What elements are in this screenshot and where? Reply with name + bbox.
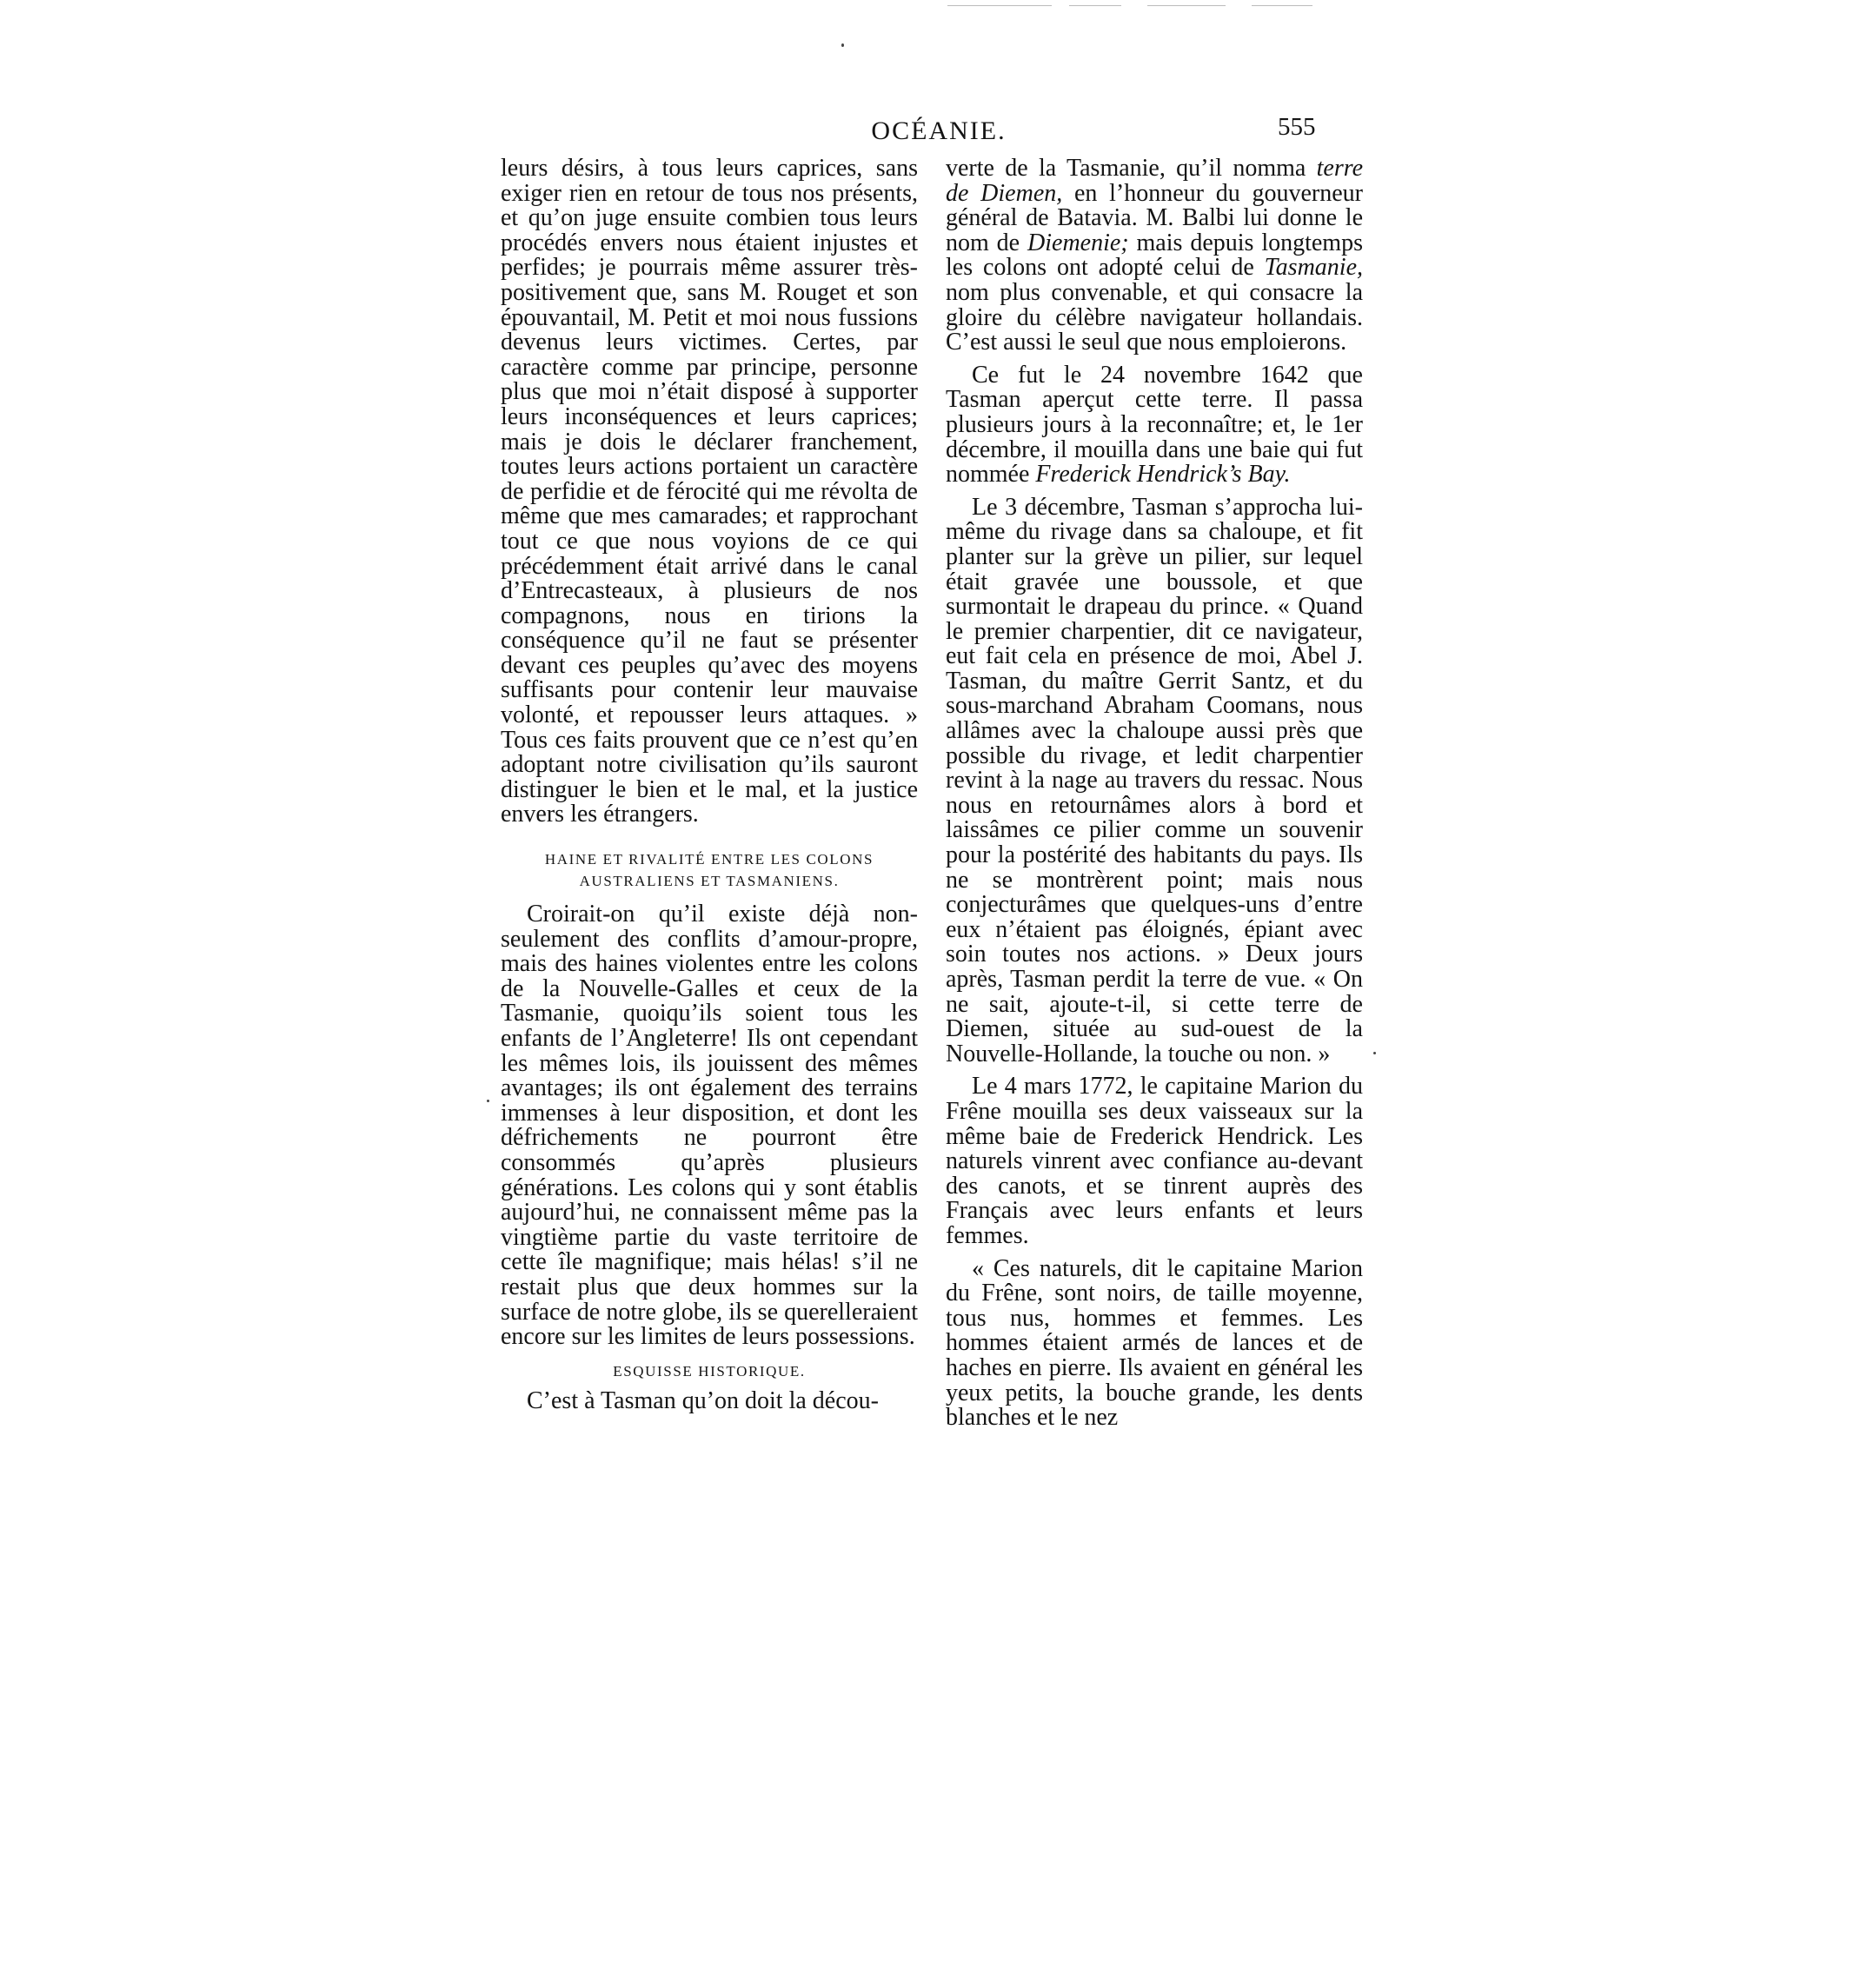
text-run: verte de la Tasmanie, qu’il nomma bbox=[946, 155, 1317, 182]
paragraph: « Ces naturels, dit le capitaine Marion du Frêne, sont noirs, de taille moyenne, tous nus, hommes et femmes. Les hommes étaient armés de lances et de haches en pierre. Ils avaient en général les yeux petits, la bouche grande, les dents blanches et le nez bbox=[946, 1254, 1363, 1432]
scan-edge-mark bbox=[1252, 5, 1312, 6]
paragraph: leurs désirs, à tous leurs caprices, sans exiger rien en retour de tous nos présents, et qu’on juge ensuite combien tous leurs procédés envers nous étaient injustes et perfides; je pourrais même assurer très-positivement que, sans M. Rouget et son épouvantail, M. Petit et moi nous fussions devenus leurs victimes. Certes, par caractère comme par principe, personne plus que moi n’était disposé à supporter leurs inconséquences et leurs caprices; mais je dois le déclarer franchement, toutes leurs actions portaient un caractère de perfidie et de férocité qui me révolta de même que mes camarades; et rapprochant tout ce que nous voyions de ce qui précédemment était arrivé dans le canal d’Entrecasteaux, à plusieurs de nos compagnons, nous en tirions la conséquence qu’il ne faut se présenter devant ces peuples qu’avec des moyens suffisants pour contenir leur mauvaise volonté, et repousser leurs attaques. » Tous ces faits prouvent que ce n’est qu’en adoptant notre civilisation qu’ils sauront distinguer le bien et le mal, et la justice envers les étrangers. bbox=[501, 155, 918, 828]
text-run: Ce fut le 24 novembre 1642 que Tasman aperçut cette terre. Il passa plusieurs jours à la reconnaître; et, le 1er décembre, il mouilla dans une baie qui fut nommée bbox=[946, 361, 1363, 489]
scan-edge-mark bbox=[947, 5, 1052, 6]
running-head-title: OCÉANIE. bbox=[871, 116, 1007, 145]
italic-place-name: terre de Diemen, bbox=[946, 155, 1363, 207]
scan-edge-mark bbox=[1147, 5, 1226, 6]
scan-edge-mark bbox=[1069, 5, 1121, 6]
text-run: en l’honneur du gouverneur général de Batavia. M. Balbi lui donne le nom de bbox=[946, 179, 1363, 256]
scan-speck bbox=[487, 1100, 489, 1102]
paragraph bbox=[946, 363, 1363, 488]
paragraph: Le 3 décembre, Tasman s’approcha lui-même du rivage dans sa chaloupe, et fit planter sur la grève un pilier, sur lequel était gravée une boussole, et que surmontait le drapeau du prince. « Quand le premier charpentier, dit ce navigateur, eut fait cela en présence de moi, Abel J. Tasman, du maître Gerrit Santz, et du sous-marchand Abraham Coomans, nous allâmes avec la chaloupe aussi près que possible du rivage, et ledit charpentier revint à la nage au travers du ressac. Nous nous en retournâmes alors à bord et laissâmes ce pilier comme un souvenir pour la postérité des habitants du pays. Ils ne se montrèrent point; mais nous conjecturâmes que quelques-uns d’entre eux n’étaient pas éloignés, épiant avec soin toutes nos actions. » Deux jours après, Tasman perdit la terre de vue. « On ne sait, ajoute-t-il, si cette terre de Diemen, située au sud-ouest de la Nouvelle-Hollande, la touche ou non. » bbox=[946, 493, 1363, 1067]
scan-speck bbox=[1373, 1052, 1376, 1054]
scan-speck bbox=[841, 43, 844, 47]
section-heading-line: HAINE ET RIVALITÉ ENTRE LES COLONS bbox=[544, 851, 874, 868]
text-run: mais depuis longtemps les colons ont adopté celui de bbox=[946, 229, 1363, 282]
section-heading-line: AUSTRALIENS ET TASMANIENS. bbox=[579, 873, 840, 890]
paragraph bbox=[946, 156, 1363, 356]
section-heading-haine bbox=[501, 848, 918, 892]
page-number: 555 bbox=[1278, 113, 1316, 141]
section-heading-esquisse: ESQUISSE HISTORIQUE. bbox=[613, 1362, 806, 1380]
italic-place-name: Tasmanie, bbox=[1264, 254, 1363, 282]
paragraph: Le 4 mars 1772, le capitaine Marion du Frêne mouilla ses deux vaisseaux sur la même baie de Frederick Hendrick. Les naturels vinrent avec confiance au-devant des canots, et se tinrent auprès des Français avec leurs enfants et leurs femmes. bbox=[946, 1073, 1363, 1249]
paragraph: C’est à Tasman qu’on doit la décou- bbox=[527, 1386, 879, 1414]
right-text-column bbox=[946, 156, 1363, 1431]
left-text-column bbox=[501, 156, 918, 1413]
italic-place-name: Diemenie; bbox=[1027, 229, 1129, 256]
paragraph: Croirait-on qu’il existe déjà non-seulement des conflits d’amour-propre, mais des haines violentes entre les colons de la Nouvelle-Galles et ceux de la Tasmanie, quoiqu’ils soient tous les enfants de l’Angleterre! Ils ont cependant les mêmes lois, ils jouissent des mêmes avantages; ils ont également des terrains immenses à leur disposition, et dont les défrichements ne pourront être consommés qu’après plusieurs générations. Les colons qui y sont établis aujourd’hui, ne connaissent même pas la vingtième partie du vaste territoire de cette île magnifique; mais hélas! s’il ne restait plus que deux hommes sur la surface de notre globe, ils se querelleraient encore sur les limites de leurs possessions. bbox=[501, 901, 918, 1351]
italic-place-name: Frederick Hendrick’s Bay. bbox=[1035, 461, 1291, 489]
text-run: nom plus convenable, et qui consacre la gloire du célèbre navigateur hollandais. C’est aussi le seul que nous emploierons. bbox=[946, 278, 1363, 356]
